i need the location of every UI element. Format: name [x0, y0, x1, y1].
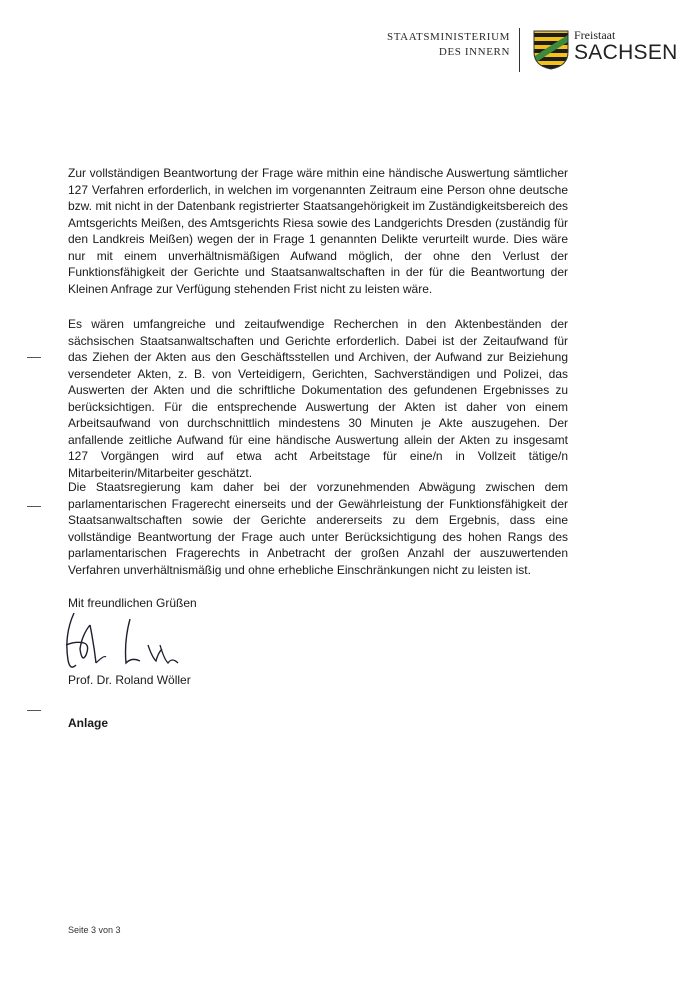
saxony-coat-of-arms-icon: [533, 30, 569, 70]
margin-fold-mark: [27, 710, 41, 711]
page-number: Seite 3 von 3: [68, 925, 121, 935]
ministry-name: [387, 30, 510, 60]
margin-fold-mark: [27, 357, 41, 358]
state-name: [574, 28, 678, 64]
margin-fold-mark: [27, 506, 41, 507]
state-name-line-1: Freistaat: [574, 28, 616, 42]
signer-name: Prof. Dr. Roland Wöller: [68, 673, 191, 687]
handwritten-signature-icon: [60, 605, 190, 675]
state-name-line-2: SACHSEN: [574, 41, 678, 64]
header-divider: [519, 28, 520, 72]
body-paragraph-3: Die Staatsregierung kam daher bei der vorzunehmenden Abwägung zwischen dem parlamentarischen Fragerecht einerseits und der Gewährleistung der Funktionsfähigkeit der Staatsanwaltschaften sowie der Gerichte andererseits zu dem Ergebnis, dass eine vollständige Beantwortung der Frage auch unter Berücksichtigung des hohen Rangs des parlamentarischen Fragerechts in Anbetracht der großen Anzahl der auszuwertenden Verfahren unverhältnismäßig und ohne erhebliche Einschränkungen nicht zu leisten ist.: [68, 480, 568, 577]
ministry-line-1: STAATSMINISTERIUM: [387, 31, 510, 43]
attachment-label: Anlage: [68, 716, 109, 730]
body-paragraph-2: Es wären umfangreiche und zeitaufwendige Recherchen in den Aktenbeständen der sächsischen Staatsanwaltschaften und Gerichte erforderlich. Dabei ist der Zeitaufwand für das Ziehen der Akten aus den Geschäftsstellen und Archiven, der Aufwand zur Beiziehung versendeter Akten, z. B. von Verteidigern, Gerichten, Sachverständigen und Polizei, das Auswerten der Akten und die schriftliche Dokumentation des gefundenen Ergebnisses zu berücksichtigen. Für die entsprechende Auswertung der Akten ist daher von einem Arbeitsaufwand von durchschnittlich mindestens 30 Minuten je Akte auszugehen. Der anfallende zeitliche Aufwand für eine händische Auswertung allein der Akten zu insgesamt 127 Vorgängen wird auf etwa acht Arbeitstage für eine/n in Vollzeit tätige/n Mitarbeiterin/Mitarbeiter geschätzt.: [68, 317, 568, 480]
closing-greeting: Mit freundlichen Grüßen: [68, 596, 197, 610]
body-paragraph-1: Zur vollständigen Beantwortung der Frage wäre mithin eine händische Auswertung sämtlicher 127 Verfahren erforderlich, in welchen im vorgenannten Zeitraum eine Person ohne deutsche bzw. mit nicht in der Datenbank registrierter Staatsangehörigkeit im Zuständigkeitsbereich des Amtsgerichts Meißen, des Amtsgerichts Riesa sowie des Landgerichts Dresden (zuständig für den Landkreis Meißen) wegen der in Frage 1 genannten Delikte verurteilt wurde. Dies wäre nur mit einem unverhältnismäßigen Aufwand möglich, der ohne den Verlust der Funktionsfähigkeit der Gerichte und Staatsanwaltschaften in der für die Beantwortung der Kleinen Anfrage zur Verfügung stehenden Frist nicht zu leisten wäre.: [68, 166, 568, 296]
ministry-line-2: DES INNERN: [438, 46, 510, 58]
